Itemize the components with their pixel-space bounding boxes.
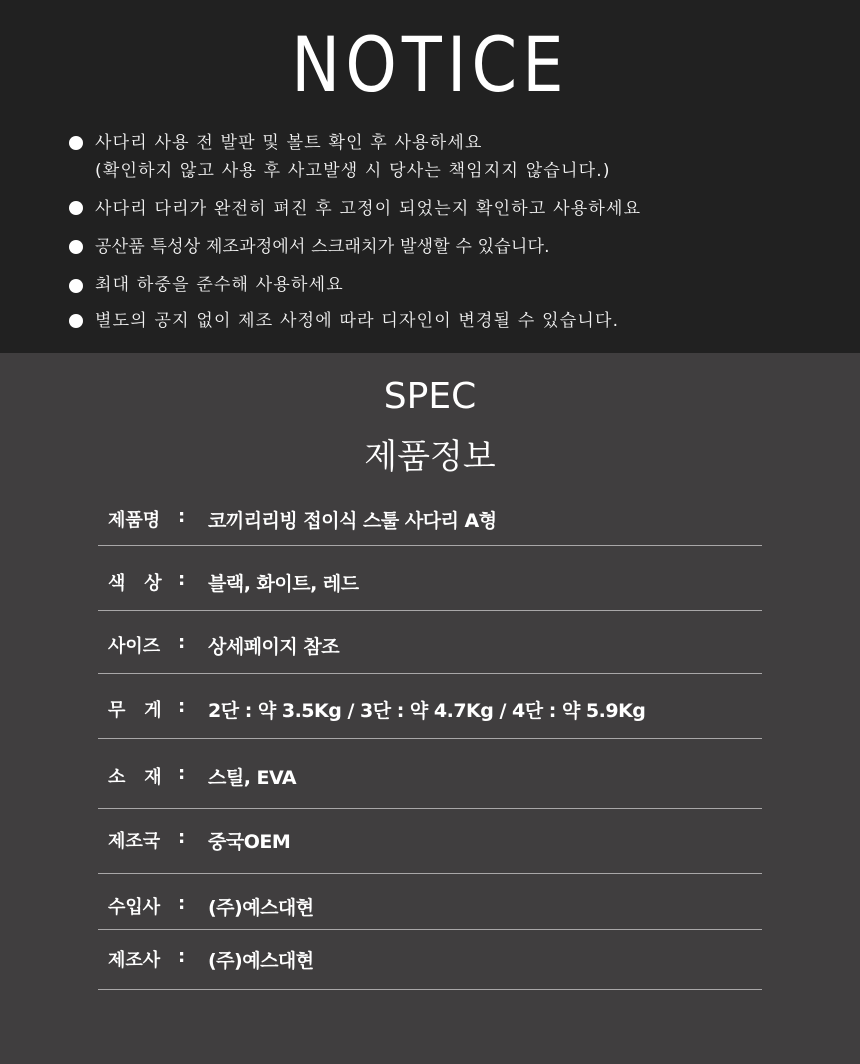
bullet-icon bbox=[69, 201, 83, 215]
notice-item: 최대 하중을 준수해 사용하세요 bbox=[95, 275, 344, 295]
spec-colon: : bbox=[178, 632, 186, 653]
notice-section bbox=[0, 0, 860, 353]
divider bbox=[98, 873, 762, 874]
divider bbox=[98, 673, 762, 674]
spec-value: 2단 : 약 3.5Kg / 3단 : 약 4.7Kg / 4단 : 약 5.9Kg bbox=[208, 700, 646, 722]
spec-label: 색 상 bbox=[108, 573, 162, 594]
spec-colon: : bbox=[178, 696, 186, 717]
spec-colon: : bbox=[178, 763, 186, 784]
divider bbox=[98, 808, 762, 809]
notice-item: 별도의 공지 없이 제조 사정에 따라 디자인이 변경될 수 있습니다. bbox=[95, 311, 620, 331]
spec-value: 스틸, EVA bbox=[208, 767, 297, 789]
spec-value: (주)예스대현 bbox=[208, 897, 314, 919]
spec-colon: : bbox=[178, 506, 186, 527]
spec-label: 소 재 bbox=[108, 767, 162, 788]
notice-title: NOTICE bbox=[291, 20, 569, 109]
spec-colon: : bbox=[178, 827, 186, 848]
divider bbox=[98, 929, 762, 930]
bullet-icon bbox=[69, 240, 83, 254]
divider bbox=[98, 545, 762, 546]
divider bbox=[98, 610, 762, 611]
spec-label: 무 게 bbox=[108, 700, 162, 721]
bullet-icon bbox=[69, 314, 83, 328]
spec-label: 제품명 bbox=[108, 510, 161, 531]
bullet-icon bbox=[69, 136, 83, 150]
notice-item: 공산품 특성상 제조과정에서 스크래치가 발생할 수 있습니다. bbox=[95, 237, 550, 257]
spec-title: SPEC bbox=[383, 376, 477, 417]
spec-value: (주)예스대현 bbox=[208, 950, 314, 972]
spec-value: 코끼리리빙 접이식 스툴 사다리 A형 bbox=[208, 510, 497, 532]
divider bbox=[98, 989, 762, 990]
divider bbox=[98, 738, 762, 739]
spec-value: 중국OEM bbox=[208, 831, 291, 853]
spec-label: 제조국 bbox=[108, 831, 161, 852]
notice-item: 사다리 다리가 완전히 펴진 후 고정이 되었는지 확인하고 사용하세요 bbox=[95, 199, 642, 219]
spec-subtitle: 제품정보 bbox=[364, 437, 496, 477]
notice-item: 사다리 사용 전 발판 및 볼트 확인 후 사용하세요 bbox=[95, 133, 483, 153]
notice-item-note: (확인하지 않고 사용 후 사고발생 시 당사는 책임지지 않습니다.) bbox=[95, 161, 611, 181]
spec-colon: : bbox=[178, 893, 186, 914]
spec-value: 블랙, 화이트, 레드 bbox=[208, 573, 359, 595]
spec-colon: : bbox=[178, 946, 186, 967]
spec-label: 제조사 bbox=[108, 950, 161, 971]
bullet-icon bbox=[69, 279, 83, 293]
spec-value: 상세페이지 참조 bbox=[208, 636, 340, 658]
spec-label: 수입사 bbox=[108, 897, 161, 918]
spec-label: 사이즈 bbox=[108, 636, 161, 657]
spec-colon: : bbox=[178, 569, 186, 590]
